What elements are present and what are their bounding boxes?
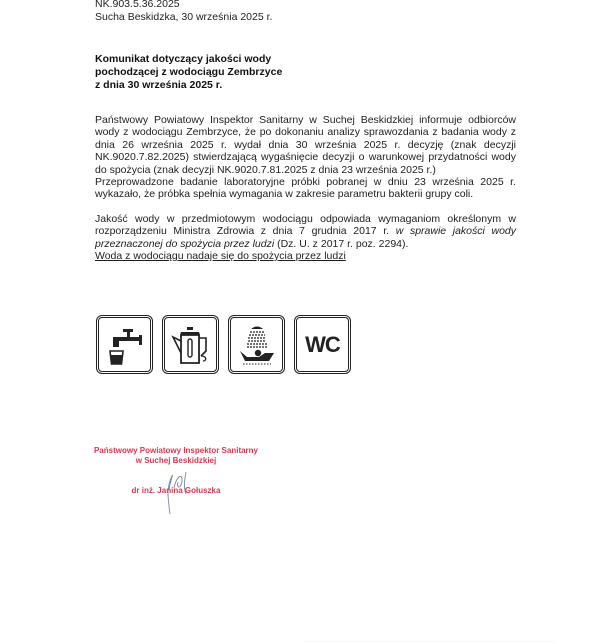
stamp-line-2: w Suchej Beskidzkiej: [135, 456, 217, 465]
place-date: Sucha Beskidzka, 30 września 2025 r.: [95, 11, 273, 23]
shower-bath-icon: [228, 315, 285, 374]
title-line-2: pochodzącej z wodociągu Zembrzyce: [95, 66, 283, 78]
document-body: [95, 114, 516, 262]
paragraph-decision: Państwowy Powiatowy Inspektor Sanitarny w Suchej Beskidzkiej informuje odbiorców wody z wodociągu Zembrzyce, że po dokonaniu analizy sprawozdania z badania wody z dnia 26 września 2025 r. wydał dnia 30 września 2025 r. decyzję (znak decyzji NK.9020.7.82.2025) stwierdzającą wygaśnięcie decyzji o warunkowej przydatności wody do spożycia (znak decyzji NK.9020.7.81.2025 z dnia 23 września 2025 r.): [95, 114, 516, 176]
title-line-3: z dnia 30 września 2025 r.: [95, 79, 223, 91]
paragraph-regulation: Jakość wody w przedmiotowym wodociągu odpowiada wymaganiom określonym w rozporządzeniu Ministra Zdrowia z dnia 7 grudnia 2017 r. w sprawie jakości wody przeznaczonej do spożycia przez ludzi (Dz. U. z 2017 r. poz. 2294).: [95, 212, 516, 250]
wc-icon: WC: [294, 315, 351, 374]
reference-number: NK.903.5.36.2025: [95, 0, 180, 10]
conclusion: Woda z wodociągu nadaje się do spożycia przez ludzi: [95, 250, 346, 263]
kettle-icon: [162, 315, 219, 374]
stamp-signer: dr inż. Janina Gołuszka: [131, 486, 221, 495]
water-usage-icons: [96, 315, 351, 374]
title-line-1: Komunikat dotyczący jakości wody: [95, 53, 272, 65]
stamp-line-1: Państwowy Powiatowy Inspektor Sanitarny: [93, 446, 259, 455]
handwritten-signature-icon: [160, 468, 200, 516]
footer-divider: [306, 641, 556, 643]
document-header: [95, 0, 272, 24]
document-title: [95, 53, 282, 92]
drinking-water-tap-icon: [96, 315, 153, 374]
regulation-title: w sprawie jakości wody przeznaczonej do spożycia przez ludzi: [95, 225, 516, 250]
paragraph-lab-result: Przeprowadzone badanie laboratoryjne próbki pobranej w dniu 23 września 2025 r. wykazało, że próbka spełnia wymagania w zakresie parametru bakterii grupy coli.: [95, 176, 516, 201]
